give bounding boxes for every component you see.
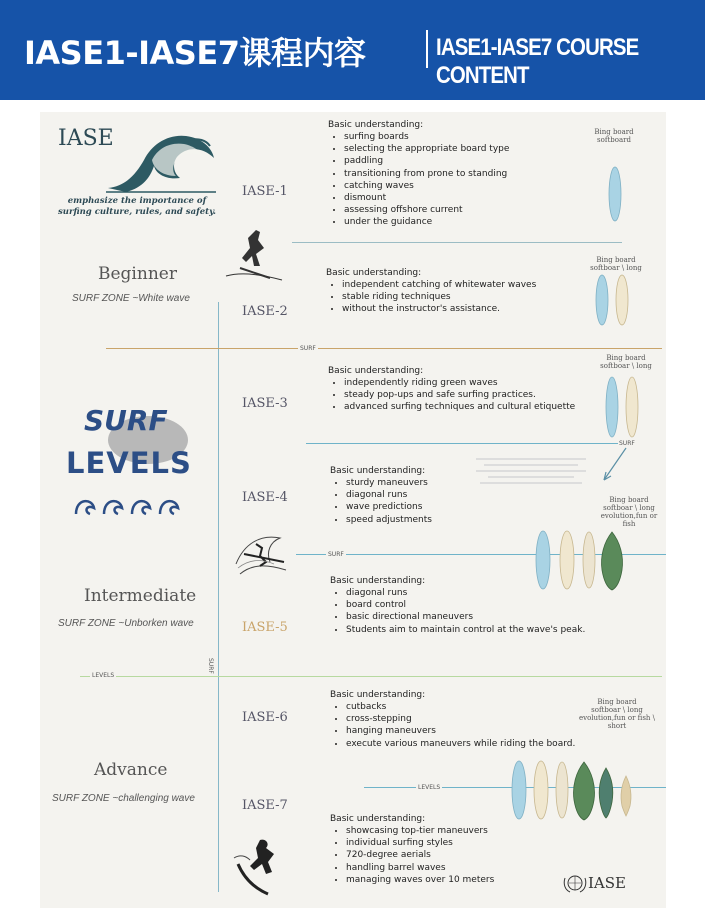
board-label-2: Bing board softboar \ long bbox=[590, 256, 642, 272]
surf-divider-orange bbox=[106, 348, 662, 349]
longboard-icon bbox=[604, 376, 644, 438]
header-title-en: IASE1-IASE7 COURSE CONTENT bbox=[436, 34, 639, 89]
iase-4-label: IASE-4 bbox=[242, 490, 288, 505]
list-item: • hanging maneuvers bbox=[346, 725, 575, 737]
level-intermediate-zone: SURF ZONE ~Unborken wave bbox=[58, 618, 194, 629]
level-advance-title: Advance bbox=[94, 760, 168, 780]
footer-iase-logo: IASE bbox=[588, 874, 626, 892]
list-item: • diagonal runs bbox=[346, 489, 432, 501]
list-item: • cutbacks bbox=[346, 701, 575, 713]
iase-4-content: Basic understanding: • sturdy maneuvers • diagonal runs • wave predictions • speed adjustments bbox=[330, 466, 432, 526]
board-label-6: Bing board softboar \ long evolution,fun or fish \ short bbox=[578, 698, 656, 730]
logo-tagline: emphasize the importance of surfing culture, rules, and safety. bbox=[58, 196, 216, 217]
iase-6-label: IASE-6 bbox=[242, 710, 288, 725]
board-label-3: Bing board softboar \ long bbox=[600, 354, 652, 370]
list-item: • dismount bbox=[344, 192, 509, 204]
iase-2-label: IASE-2 bbox=[242, 304, 288, 319]
globe-laurel-icon bbox=[562, 872, 588, 894]
iase-logo-text: IASE bbox=[58, 126, 114, 151]
divider-line bbox=[292, 242, 622, 243]
iase-2-content: Basic understanding: • independent catching of whitewater waves • stable riding techniques • without the instructor's assistance. bbox=[326, 268, 536, 316]
surfer-sketch-icon bbox=[230, 834, 292, 896]
iase-6-content: Basic understanding: • cutbacks • cross-stepping • hanging maneuvers • execute various maneuvers while riding the board. bbox=[330, 690, 575, 750]
list-item: • surfing boards bbox=[344, 131, 509, 143]
iase-7-content: Basic understanding: • showcasing top-tier maneuvers • individual surfing styles • 720-degree aerials • handling barrel waves • managing waves over 10 meters bbox=[330, 814, 494, 886]
list-item: • assessing offshore current bbox=[344, 204, 509, 216]
surfer-sketch-icon bbox=[230, 524, 294, 584]
faint-notes bbox=[476, 454, 586, 488]
surfer-sketch-icon bbox=[220, 224, 290, 286]
list-item: • speed adjustments bbox=[346, 514, 432, 526]
list-item: • wave predictions bbox=[346, 501, 432, 513]
surf-line-label: SURF bbox=[619, 440, 635, 447]
surf-line-label: SURF bbox=[328, 551, 344, 558]
waves-icon bbox=[72, 492, 192, 520]
list-item: • transitioning from prone to standing bbox=[344, 168, 509, 180]
list-item: • diagonal runs bbox=[346, 587, 585, 599]
levels-line-label: LEVELS bbox=[92, 672, 115, 679]
iase-3-content: Basic understanding: • independently riding green waves • steady pop-ups and safe surfing practices. • advanced surfing techniques and cultural etiquette bbox=[328, 366, 575, 414]
list-item: • basic directional maneuvers bbox=[346, 611, 585, 623]
header-banner bbox=[0, 0, 705, 100]
levels-divider-green bbox=[80, 676, 662, 677]
level-beginner-title: Beginner bbox=[98, 264, 177, 284]
level-intermediate-title: Intermediate bbox=[84, 586, 197, 606]
list-item: • catching waves bbox=[344, 180, 509, 192]
boards-group-icon bbox=[510, 760, 638, 822]
board-label-4: Bing board softboar \ long evolution,fun or fish bbox=[600, 496, 658, 528]
list-item: • under the guidance bbox=[344, 216, 509, 228]
softboard-icon bbox=[608, 166, 622, 222]
list-item: • paddling bbox=[344, 155, 509, 167]
surf-vertical-label: SURF bbox=[207, 658, 214, 674]
wave-logo-icon bbox=[106, 126, 218, 196]
list-item: • advanced surfing techniques and cultural etiquette bbox=[344, 401, 575, 413]
list-item: • independent catching of whitewater waves bbox=[342, 279, 536, 291]
header-separator bbox=[426, 30, 428, 68]
list-item: • steady pop-ups and safe surfing practices. bbox=[344, 389, 575, 401]
list-item: • cross-stepping bbox=[346, 713, 575, 725]
list-item: • 720-degree aerials bbox=[346, 849, 494, 861]
longboard-icon bbox=[594, 274, 634, 326]
vertical-timeline bbox=[218, 302, 219, 892]
iase-5-label: IASE-5 bbox=[242, 620, 288, 635]
list-item: • showcasing top-tier maneuvers bbox=[346, 825, 494, 837]
list-item: • stable riding techniques bbox=[342, 291, 536, 303]
surf-line-label: SURF bbox=[300, 345, 316, 352]
list-item: • sturdy maneuvers bbox=[346, 477, 432, 489]
level-advance-zone: SURF ZONE ~challenging wave bbox=[52, 793, 195, 804]
level-beginner-zone: SURF ZONE ~White wave bbox=[72, 293, 190, 304]
iase-5-content: Basic understanding: • diagonal runs • board control • basic directional maneuvers • Students aim to maintain control at the wave's peak. bbox=[330, 576, 585, 636]
iase-7-label: IASE-7 bbox=[242, 798, 288, 813]
iase-3-label: IASE-3 bbox=[242, 396, 288, 411]
board-label-1: Bing board softboard bbox=[594, 128, 634, 144]
arrow-icon bbox=[596, 446, 630, 486]
list-item: • board control bbox=[346, 599, 585, 611]
header-title-cn: IASE1-IASE7课程内容 bbox=[24, 34, 366, 72]
list-item: • without the instructor's assistance. bbox=[342, 303, 536, 315]
list-item: • managing waves over 10 meters bbox=[346, 874, 494, 886]
list-item: • individual surfing styles bbox=[346, 837, 494, 849]
list-item: • handling barrel waves bbox=[346, 862, 494, 874]
surf-levels-line2: LEVELS bbox=[66, 446, 192, 480]
iase-1-label: IASE-1 bbox=[242, 184, 288, 199]
iase-1-content: Basic understanding: • surfing boards • selecting the appropriate board type • paddling • transitioning from prone to standing • catching waves • dismount • assessing offshore current • under the guidance bbox=[328, 120, 509, 229]
infographic-sheet bbox=[40, 112, 666, 908]
list-item: • independently riding green waves bbox=[344, 377, 575, 389]
list-item: • Students aim to maintain control at the wave's peak. bbox=[346, 624, 585, 636]
surf-levels-line1: SURF bbox=[84, 404, 168, 437]
levels-line-label: LEVELS bbox=[418, 784, 441, 791]
list-item: • selecting the appropriate board type bbox=[344, 143, 509, 155]
list-item: • execute various maneuvers while riding the board. bbox=[346, 738, 575, 750]
divider-line-blue bbox=[306, 443, 632, 444]
